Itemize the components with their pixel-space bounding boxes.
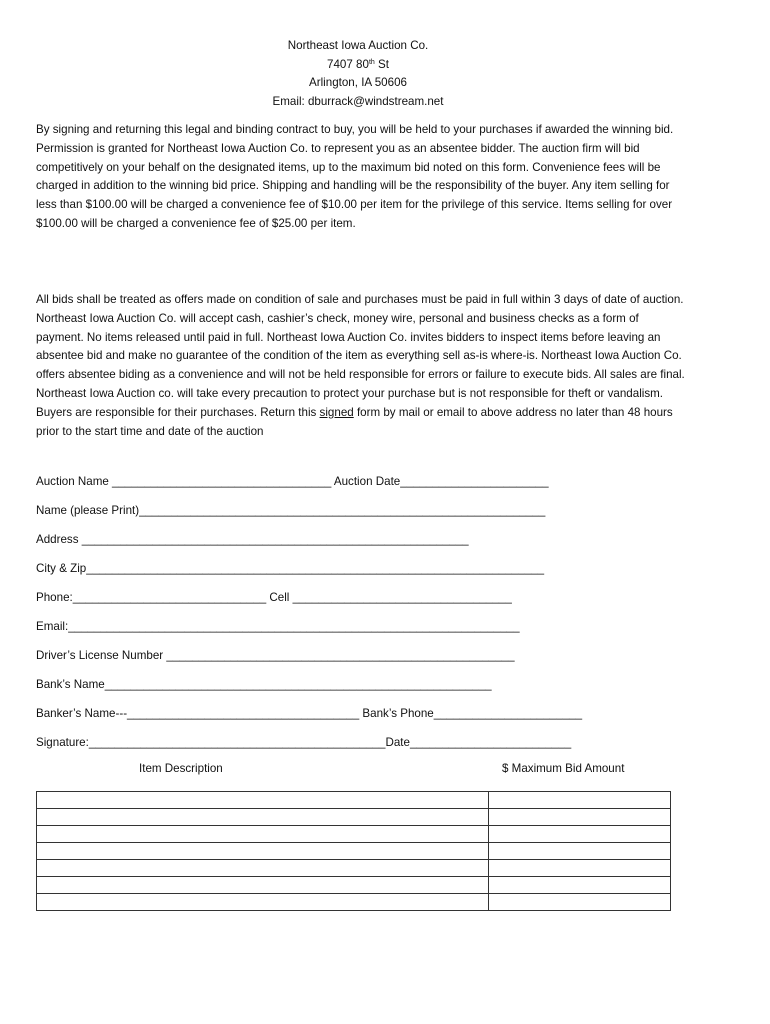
terms-paragraph-1: By signing and returning this legal and binding contract to buy, you will be held to your purchases if awarded the winning bid. Permission is granted for Northeast Iowa Auction Co. to represent you as an absentee bidder. The auction firm will bid competitively on your behalf on the designated items, up to the maximum bid noted on this form. Convenience fees will be charged in addition to the winning bid price. Shipping and handling will be the responsibility of the buyer. Any item selling for less than $100.00 will be charged a convenience fee of $10.00 per item for the privilege of this service. Items selling for over $100.00 will be charged a convenience fee of $25.00 per item.	[36, 123, 674, 230]
max-bid-cell[interactable]	[489, 860, 671, 877]
bank-phone-field[interactable]: Bank’s Phone_______________________	[359, 707, 583, 720]
max-bid-cell[interactable]	[489, 792, 671, 809]
auction-date-field[interactable]: Auction Date_______________________	[331, 475, 549, 488]
item-description-cell[interactable]	[37, 860, 489, 877]
table-row	[37, 877, 671, 894]
max-bid-header: $ Maximum Bid Amount	[502, 762, 625, 775]
phone-field[interactable]: Phone:______________________________	[36, 591, 267, 604]
table-row	[37, 809, 671, 826]
street-suffix: th	[368, 58, 375, 66]
item-description-cell[interactable]	[37, 809, 489, 826]
signed-word: signed	[319, 405, 354, 419]
item-description-cell[interactable]	[37, 877, 489, 894]
banker-row	[36, 704, 716, 733]
signature-row	[36, 733, 716, 762]
table-row	[37, 894, 671, 911]
phone-row	[36, 588, 716, 617]
max-bid-cell[interactable]	[489, 843, 671, 860]
bid-items-body	[37, 792, 671, 911]
max-bid-cell[interactable]	[489, 809, 671, 826]
item-description-header: Item Description	[139, 762, 223, 775]
item-description-cell[interactable]	[37, 894, 489, 911]
letterhead	[0, 37, 716, 111]
bank-name-field[interactable]: Bank’s Name____________________________________________________________	[36, 678, 492, 691]
bid-items-table	[36, 791, 671, 911]
auction-row	[36, 472, 716, 501]
auction-name-field[interactable]: Auction Name __________________________________	[36, 475, 332, 488]
street-number: 7407 80	[327, 57, 369, 71]
date-field[interactable]: Date_________________________	[385, 736, 572, 749]
city-zip-field[interactable]: City & Zip_______________________________________________________________________	[36, 562, 545, 575]
address-field[interactable]: Address ____________________________________________________________	[36, 533, 469, 546]
signature-field[interactable]: Signature:______________________________________________	[36, 736, 386, 749]
max-bid-cell[interactable]	[489, 894, 671, 911]
bankers-name-field[interactable]: Banker’s Name---____________________________________	[36, 707, 360, 720]
table-row	[37, 843, 671, 860]
max-bid-cell[interactable]	[489, 877, 671, 894]
table-row	[37, 826, 671, 843]
name-print-field[interactable]: Name (please Print)_______________________________________________________________	[36, 504, 546, 517]
item-description-cell[interactable]	[37, 826, 489, 843]
bidder-info-form	[36, 472, 716, 762]
bid-table-header	[0, 762, 770, 782]
street-address	[0, 56, 716, 75]
email-field[interactable]: Email:______________________________________________________________________	[36, 620, 520, 633]
terms-paragraph-2-part1: All bids shall be treated as offers made on condition of sale and purchases must be paid in full within 3 days of date of auction. Northeast Iowa Auction Co. will accept cash, cashier’s check, money wire, personal and business checks as a form of payment. No items released until paid in full. Northeast Iowa Auction Co. invites bidders to inspect items before leaving an absentee bid and make no guarantee of the condition of the item as everything sell as-is where-is. Northeast Iowa Auction Co. offers absentee biding as a convenience and will not be held responsible for errors or failure to execute bids. All sales are final. Northeast Iowa Auction co. will take every precaution to protect your purchase but is not responsible for theft or vandalism. Buyers are responsible for their purchases. Return this	[36, 293, 685, 419]
item-description-cell[interactable]	[37, 843, 489, 860]
street-name: St	[374, 57, 389, 71]
city-state-zip: Arlington, IA 50606	[309, 76, 407, 90]
company-name: Northeast Iowa Auction Co.	[287, 39, 429, 52]
cell-field[interactable]: Cell __________________________________	[266, 591, 512, 604]
drivers-license-field[interactable]: Driver’s License Number ______________________________________________________	[36, 649, 515, 662]
contact-email: Email: dburrack@windstream.net	[272, 94, 444, 108]
table-row	[37, 860, 671, 877]
terms-paragraph-2	[36, 291, 686, 441]
terms-paragraph-2-part2: form by mail or email to above address no later than 48 hours prior to the start time and date of the auction	[36, 405, 673, 438]
table-row	[37, 792, 671, 809]
item-description-cell[interactable]	[37, 792, 489, 809]
max-bid-cell[interactable]	[489, 826, 671, 843]
